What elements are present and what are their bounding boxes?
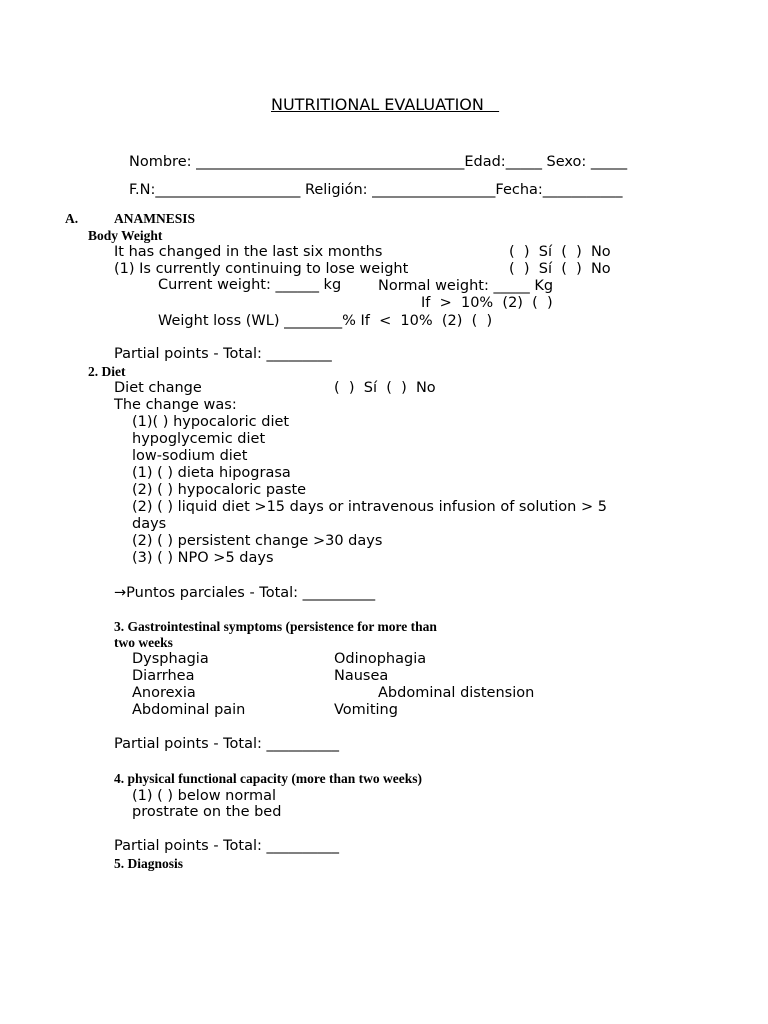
gi-heading: 3. Gastrointestinal symptoms (persistence for more than bbox=[114, 619, 437, 634]
diet-item: (2) ( ) liquid diet >15 days or intravenous infusion of solution > 5 bbox=[132, 499, 607, 515]
continuing-loss-question: (1) Is currently continuing to lose weight bbox=[114, 261, 409, 277]
symptom-dysphagia: Dysphagia bbox=[132, 651, 209, 667]
body-weight-heading: Body Weight bbox=[88, 228, 163, 243]
patient-info-line-2: F.N:____________________ Religión: _________________Fecha:___________ bbox=[129, 182, 623, 198]
diet-item: (1)( ) hypocaloric diet bbox=[132, 414, 290, 430]
patient-info-line-1: Nombre: _____________________________________Edad:_____ Sexo: _____ bbox=[129, 154, 628, 170]
body-weight-partial-points: Partial points - Total: _________ bbox=[114, 346, 332, 362]
diet-item: hypoglycemic diet bbox=[132, 431, 266, 447]
symptom-diarrhea: Diarrhea bbox=[132, 668, 195, 684]
diet-item: (2) ( ) persistent change >30 days bbox=[132, 533, 383, 549]
continuing-loss-options: ( ) Sí ( ) No bbox=[509, 261, 611, 277]
section-letter: A. bbox=[65, 211, 79, 226]
greater-than-ten-option: If > 10% (2) ( ) bbox=[421, 295, 553, 311]
gi-partial-points: Partial points - Total: __________ bbox=[114, 736, 340, 752]
diet-item: (1) ( ) dieta hipograsa bbox=[132, 465, 291, 481]
weight-change-question: It has changed in the last six months bbox=[114, 244, 383, 260]
functional-item: prostrate on the bed bbox=[132, 804, 282, 820]
symptom-anorexia: Anorexia bbox=[132, 685, 196, 701]
symptom-vomiting: Vomiting bbox=[334, 702, 398, 718]
functional-capacity-heading: 4. physical functional capacity (more than two weeks) bbox=[114, 771, 422, 786]
diet-item: (3) ( ) NPO >5 days bbox=[132, 550, 274, 566]
symptom-abdominal-distension: Abdominal distension bbox=[378, 685, 535, 701]
functional-item: (1) ( ) below normal bbox=[132, 788, 276, 804]
symptom-odinophagia: Odinophagia bbox=[334, 651, 427, 667]
symptom-nausea: Nausea bbox=[334, 668, 389, 684]
normal-weight-field: Normal weight: _____ Kg bbox=[378, 278, 554, 294]
diet-item: days bbox=[132, 516, 167, 532]
weight-change-options: ( ) Sí ( ) No bbox=[509, 244, 611, 260]
functional-partial-points: Partial points - Total: __________ bbox=[114, 838, 340, 854]
current-weight-field: Current weight: ______ kg bbox=[158, 277, 342, 293]
diet-item: (2) ( ) hypocaloric paste bbox=[132, 482, 307, 498]
weight-loss-field: Weight loss (WL) ________% If < 10% (2) ( ) bbox=[158, 313, 493, 329]
gi-heading-continued: two weeks bbox=[114, 635, 173, 650]
diet-heading: 2. Diet bbox=[88, 364, 126, 379]
change-was-label: The change was: bbox=[114, 397, 237, 413]
diet-change-options: ( ) Sí ( ) No bbox=[334, 380, 436, 396]
diet-change-question: Diet change bbox=[114, 380, 202, 396]
diagnosis-heading: 5. Diagnosis bbox=[114, 856, 184, 871]
symptom-abdominal-pain: Abdominal pain bbox=[132, 702, 246, 718]
diet-partial-points: →Puntos parciales - Total: __________ bbox=[114, 585, 376, 601]
diet-item: low-sodium diet bbox=[132, 448, 248, 464]
page-title: NUTRITIONAL EVALUATION bbox=[271, 95, 500, 114]
section-heading-anamnesis: ANAMNESIS bbox=[114, 211, 196, 226]
